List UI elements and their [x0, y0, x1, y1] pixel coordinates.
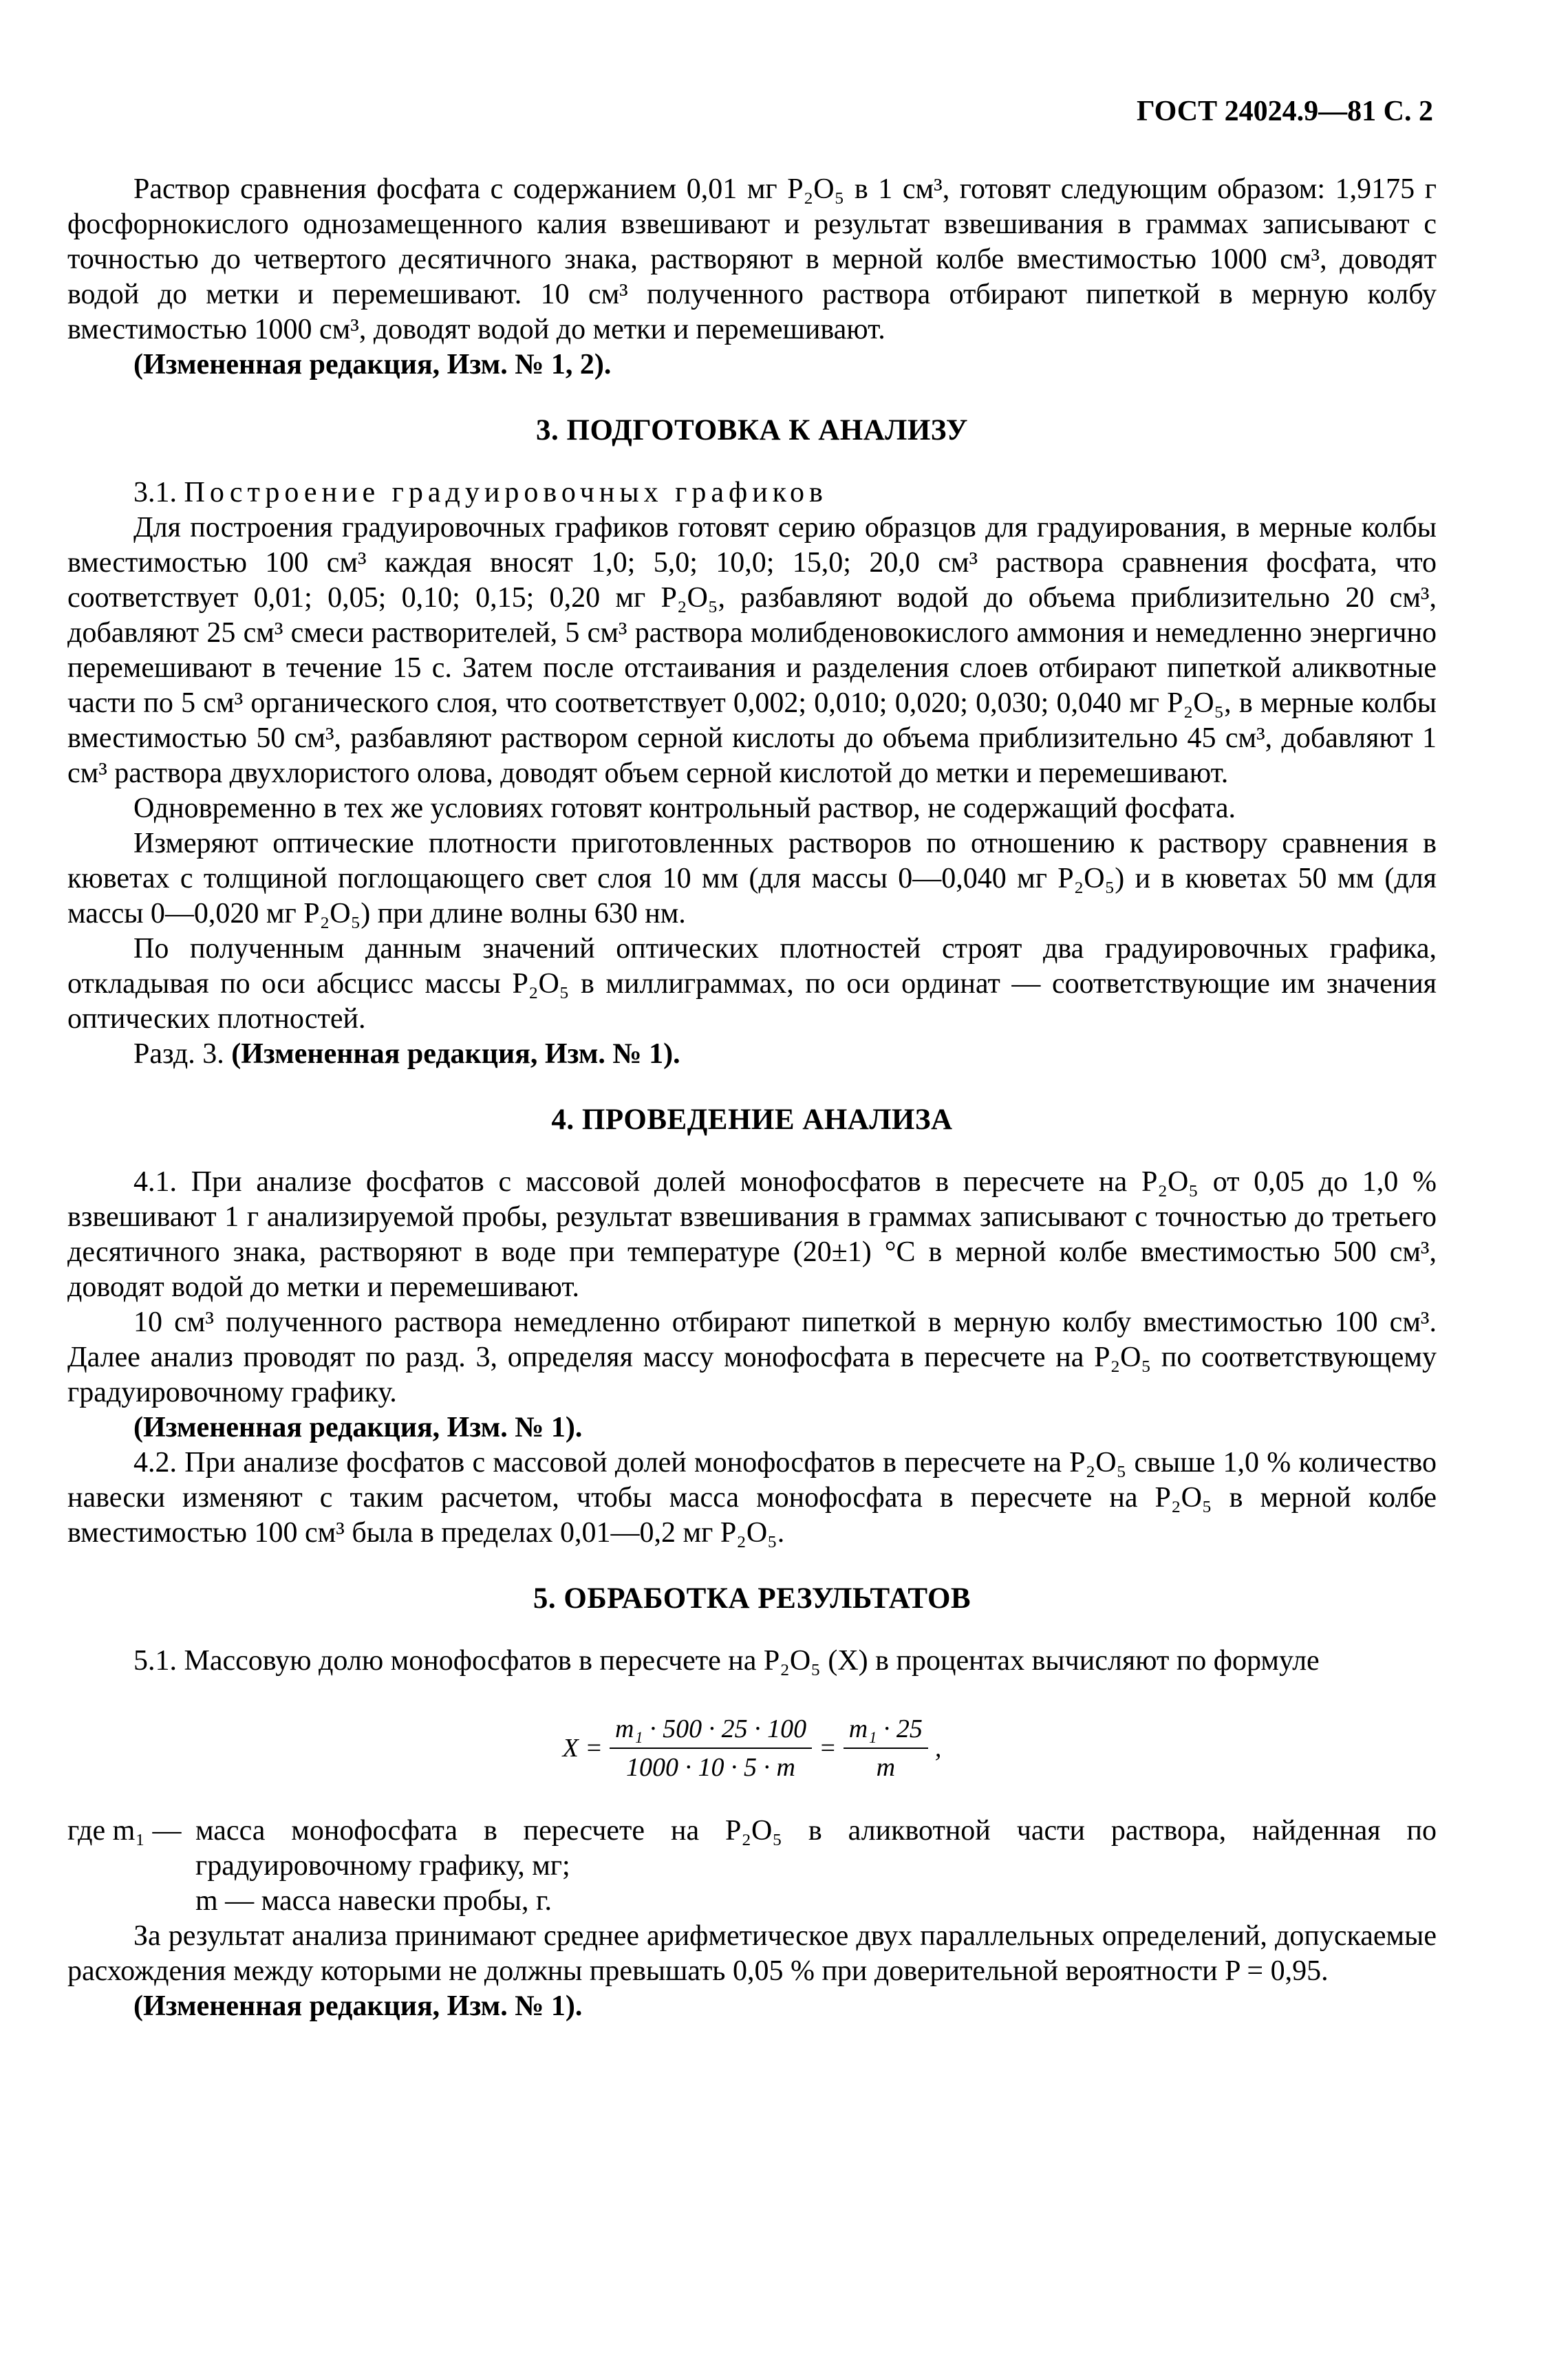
formula-equals: = [819, 1733, 837, 1763]
section-3-paragraph-2: Одновременно в тех же условиях готовят контрольный раствор, не содержащий фосфата. [133, 793, 1236, 824]
section-3-amendment-prefix: Разд. 3. [133, 1038, 224, 1070]
section-3-amendment [67, 1037, 1437, 1072]
formula-fraction-2 [844, 1713, 928, 1783]
intro-paragraph: Раствор сравнения фосфата с содержанием 0,01 мг P₂O₅ в 1 см³, готовят следующим образом: 1,9175 г фосфорнокислого однозамещенного калия взвешивают и результат взвешивания в граммах записывают с точностью до четвертого десятичного знака, растворяют в мерной колбе вместимостью 1000 см³, доводят водой до метки и перемешивают. 10 см³ полученного раствора отбирают пипеткой в мерную колбу вместимостью 1000 см³, доводят водой до метки и перемешивают. [67, 173, 1437, 345]
legend-spacer [67, 1884, 195, 1919]
section-3-paragraph-1: Для построения градуировочных графиков готовят серию образцов для градуирования, в мерные колбы вместимостью 100 см³ каждая вносят 1,0; 5,0; 10,0; 15,0; 20,0 см³ раствора сравнения фосфата, что соответствует 0,01; 0,05; 0,10; 0,15; 0,20 мг P₂O₅, разбавляют водой до объема приблизительно 20 см³, добавляют 25 см³ смеси растворителей, 5 см³ раствора молибденовокислого аммония и немедленно энергично перемешивают в течение 15 с. Затем после отстаивания и разделения слоев отбирают пипеткой аликвотные части по 5 см³ органического слоя, что соответствует 0,002; 0,010; 0,020; 0,030; 0,040 мг P₂O₅, в мерные колбы вместимостью 50 см³, разбавляют раствором серной кислоты до объема приблизительно 45 см³, добавляют 1 см³ раствора двухлористого олова, доводят объем серной кислотой до метки и перемешивают. [67, 512, 1437, 789]
formula-numerator-2: m₁ · 25 [844, 1713, 928, 1749]
formula-fraction-1 [610, 1713, 812, 1783]
section-5-amendment: (Измененная редакция, Изм. № 1). [133, 1990, 583, 2022]
formula-numerator-1: m₁ · 500 · 25 · 100 [610, 1713, 812, 1749]
subsection-3-1-title: Построение градуировочных графиков [184, 477, 828, 508]
formula-denominator-2: m [876, 1753, 896, 1782]
subsection-3-1-heading [67, 475, 1437, 510]
legend-m1-label: где m₁ — [67, 1815, 182, 1847]
legend-m1-text: масса монофосфата в пересчете на P₂O₅ в аликвотной части раствора, найденная по градуировочному графику, мг; [195, 1815, 1437, 1882]
legend-m-text: m — масса навески пробы, г. [195, 1885, 552, 1917]
document-body [67, 172, 1437, 2024]
formula-denominator-1: 1000 · 10 · 5 · m [626, 1753, 795, 1782]
section-5-title: 5. ОБРАБОТКА РЕЗУЛЬТАТОВ [533, 1582, 971, 1615]
section-3-title: 3. ПОДГОТОВКА К АНАЛИЗУ [536, 414, 968, 447]
section-3-paragraph-4: По полученным данным значений оптических плотностей строят два градуировочных графика, откладывая по оси абсцисс массы P₂O₅ в миллиграммах, по оси ординат — соответствующие им значения оптических плотностей. [67, 933, 1437, 1035]
section-4-paragraph-2: 10 см³ полученного раствора немедленно отбирают пипеткой в мерную колбу вместимостью 100 см³. Далее анализ проводят по разд. 3, определяя массу монофосфата в пересчете на P₂O₅ по соответствующему градуировочному графику. [67, 1306, 1437, 1408]
section-3-paragraph-3: Измеряют оптические плотности приготовленных растворов по отношению к раствору сравнения в кюветах с толщиной поглощающего свет слоя 10 мм (для массы 0—0,040 мг P₂O₅) и в кюветах 50 мм (для массы 0—0,020 мг P₂O₅) при длине волны 630 нм. [67, 828, 1437, 929]
formula-legend [67, 1814, 1437, 1919]
section-4-paragraph-3: 4.2. При анализе фосфатов с массовой долей монофосфатов в пересчете на P₂O₅ свыше 1,0 % количество навески изменяют с таким расчетом, чтобы масса монофосфата в пересчете на P₂O₅ в мерной колбе вместимостью 100 см³ была в пределах 0,01—0,2 мг P₂O₅. [67, 1447, 1437, 1549]
section-4-amendment: (Измененная редакция, Изм. № 1). [133, 1412, 583, 1443]
section-3-amendment-text: (Измененная редакция, Изм. № 1). [231, 1038, 680, 1070]
formula [67, 1713, 1437, 1783]
intro-amendment: (Измененная редакция, Изм. № 1, 2). [133, 349, 612, 380]
subsection-3-1-number: 3.1. [133, 477, 177, 508]
formula-lhs: X = [562, 1733, 603, 1763]
formula-tail: , [934, 1733, 942, 1763]
section-5-paragraph-2: За результат анализа принимают среднее арифметическое двух параллельных определений, допускаемые расхождения между которыми не должны превышать 0,05 % при доверительной вероятности P = 0,95. [67, 1920, 1437, 1987]
section-4-paragraph-1: 4.1. При анализе фосфатов с массовой долей монофосфатов в пересчете на P₂O₅ от 0,05 до 1,0 % взвешивают 1 г анализируемой пробы, результат взвешивания в граммах записывают с точностью до третьего десятичного знака, растворяют в воде при температуре (20±1) °С в мерной колбе вместимостью 500 см³, доводят водой до метки и перемешивают. [67, 1166, 1437, 1303]
section-4-title: 4. ПРОВЕДЕНИЕ АНАЛИЗА [551, 1104, 953, 1136]
section-5-paragraph-1: 5.1. Массовую долю монофосфатов в пересчете на P₂O₅ (X) в процентах вычисляют по формуле [133, 1645, 1320, 1677]
page-header: ГОСТ 24024.9—81 С. 2 [1136, 96, 1433, 127]
